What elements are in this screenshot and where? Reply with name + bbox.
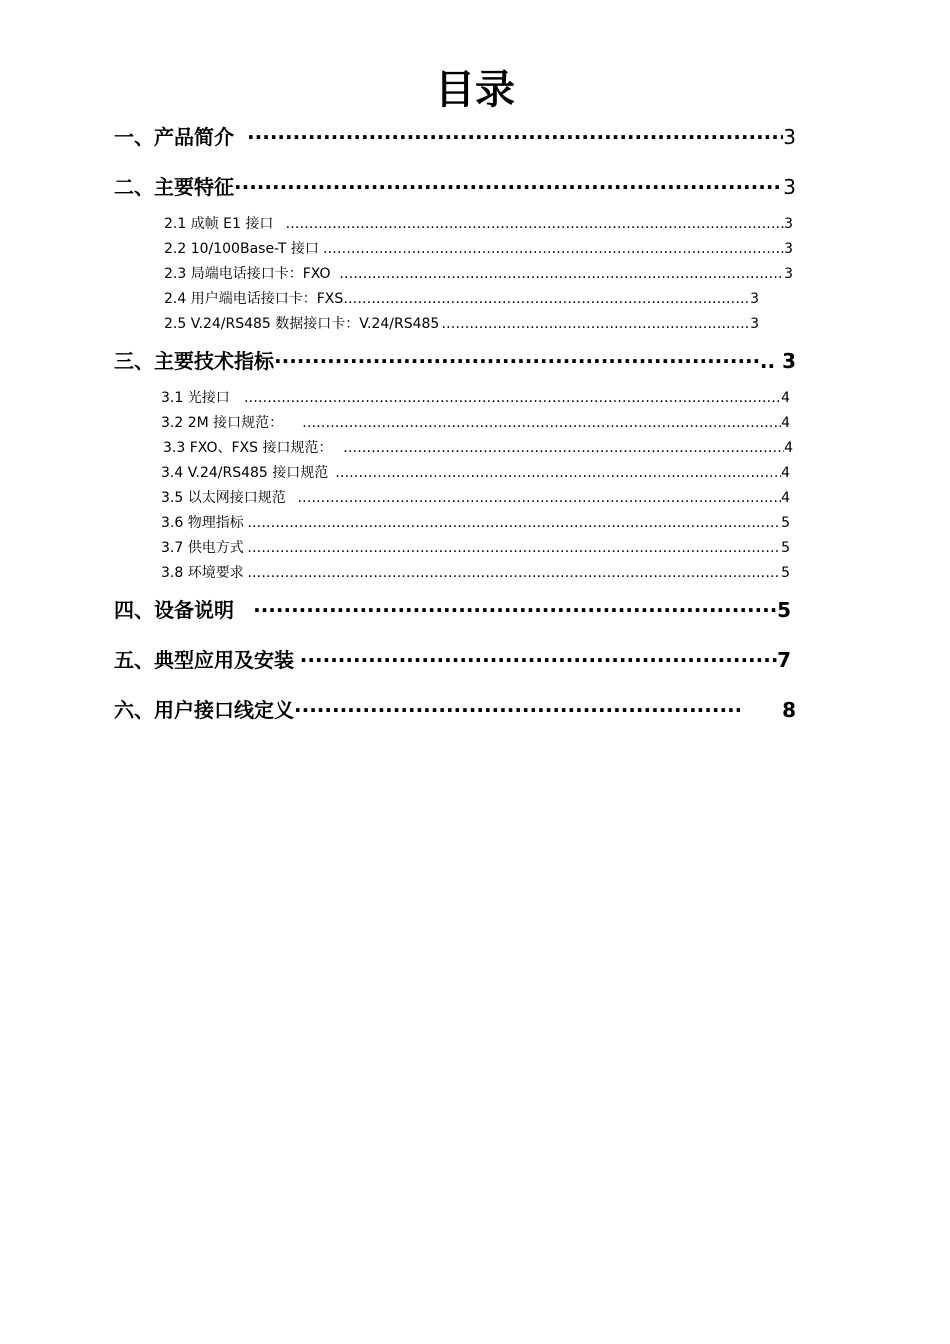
toc-leader [247, 123, 783, 151]
toc-entry-2-5[interactable] [164, 314, 759, 334]
toc-entry-2-4[interactable] [164, 289, 759, 309]
toc-leader [339, 264, 784, 284]
toc-page-number: 7 [777, 648, 791, 672]
toc-page-number: 8 [782, 698, 796, 722]
toc-entry-3-5[interactable] [161, 488, 790, 508]
toc-entry-text: 3.5 以太网接口规范 [161, 490, 286, 506]
toc-leader [343, 289, 750, 309]
toc-entry-3[interactable] [114, 347, 796, 375]
toc-leader [302, 413, 781, 433]
toc-page-number: 5 [781, 565, 790, 581]
toc-entry-3-4[interactable] [161, 463, 790, 483]
toc-leader [247, 513, 781, 533]
toc-entry-text: 一、产品简介 [114, 125, 234, 149]
toc-leader [274, 347, 760, 375]
toc-entry-text: 四、设备说明 [114, 598, 234, 622]
toc-page-number: 4 [781, 490, 790, 506]
toc-entry-3-6[interactable] [161, 513, 790, 533]
toc-page-number: 4 [781, 390, 790, 406]
toc-entry-text: 3.2 2M 接口规范： [161, 415, 284, 431]
toc-entry-3-2[interactable] [161, 413, 790, 433]
toc-entry-4[interactable] [114, 596, 791, 624]
toc-entry-text: 2.2 10/100Base-T 接口 [164, 241, 319, 257]
toc-entry-6[interactable] [114, 696, 796, 724]
toc-leader [244, 388, 781, 408]
toc-entry-1[interactable] [114, 123, 796, 151]
toc-page-number: 3 [784, 241, 793, 257]
toc-leader [247, 563, 781, 583]
toc-entry-text: 3.6 物理指标 [161, 515, 244, 531]
toc-entry-text: 2.5 V.24/RS485 数据接口卡：V.24/RS485 [164, 316, 440, 332]
toc-page-number: 3 [783, 175, 796, 199]
toc-page-number: 5 [781, 540, 790, 556]
toc-page-number: 3 [783, 125, 796, 149]
toc-leader [335, 463, 781, 483]
toc-leader [234, 173, 783, 201]
toc-leader [285, 214, 784, 234]
toc-leader [247, 538, 781, 558]
toc-leader [441, 314, 750, 334]
toc-leader [300, 646, 777, 674]
toc-page-number: .. 3 [759, 349, 796, 373]
toc-page-number: 3 [750, 291, 759, 307]
toc-entry-3-8[interactable] [161, 563, 790, 583]
toc-page-number: 4 [781, 415, 790, 431]
toc-leader [343, 438, 784, 458]
toc-entry-3-1[interactable] [161, 388, 790, 408]
toc-page-number: 3 [784, 266, 793, 282]
toc-leader [297, 488, 781, 508]
toc-leader [253, 596, 777, 624]
toc-entry-2-1[interactable] [164, 214, 793, 234]
toc-entry-2[interactable] [114, 173, 796, 201]
toc-entry-text: 3.7 供电方式 [161, 540, 244, 556]
toc-page-number: 4 [781, 465, 790, 481]
toc-entry-text: 二、主要特征 [114, 175, 234, 199]
toc-entry-3-7[interactable] [161, 538, 790, 558]
toc-entry-text: 3.3 FXO、FXS 接口规范： [163, 440, 333, 456]
toc-leader [323, 239, 784, 259]
toc-entry-text: 3.1 光接口 [161, 390, 230, 406]
toc-page-number: 3 [750, 316, 759, 332]
toc-entry-text: 2.1 成帧 E1 接口 [164, 216, 274, 232]
toc-page-number: 5 [777, 598, 791, 622]
page-title: 目录 [435, 67, 515, 113]
toc-entry-text: 2.3 局端电话接口卡：FXO [164, 266, 331, 282]
toc-entry-text: 六、用户接口线定义 [114, 698, 294, 722]
toc-page-number: 5 [781, 515, 790, 531]
toc-entry-text: 2.4 用户端电话接口卡：FXS [164, 291, 344, 307]
toc-entry-2-2[interactable] [164, 239, 793, 259]
toc-entry-text: 3.4 V.24/RS485 接口规范 [161, 465, 329, 481]
toc-leader [294, 696, 740, 724]
toc-entry-text: 五、典型应用及安装 [114, 648, 294, 672]
toc-entry-text: 三、主要技术指标 [114, 349, 274, 373]
toc-page-number: 3 [784, 216, 793, 232]
toc-entry-text: 3.8 环境要求 [161, 565, 244, 581]
toc-page-number: 4 [784, 440, 793, 456]
toc-entry-5[interactable] [114, 646, 791, 674]
toc-entry-2-3[interactable] [164, 264, 793, 284]
toc-entry-3-3[interactable] [163, 438, 793, 458]
